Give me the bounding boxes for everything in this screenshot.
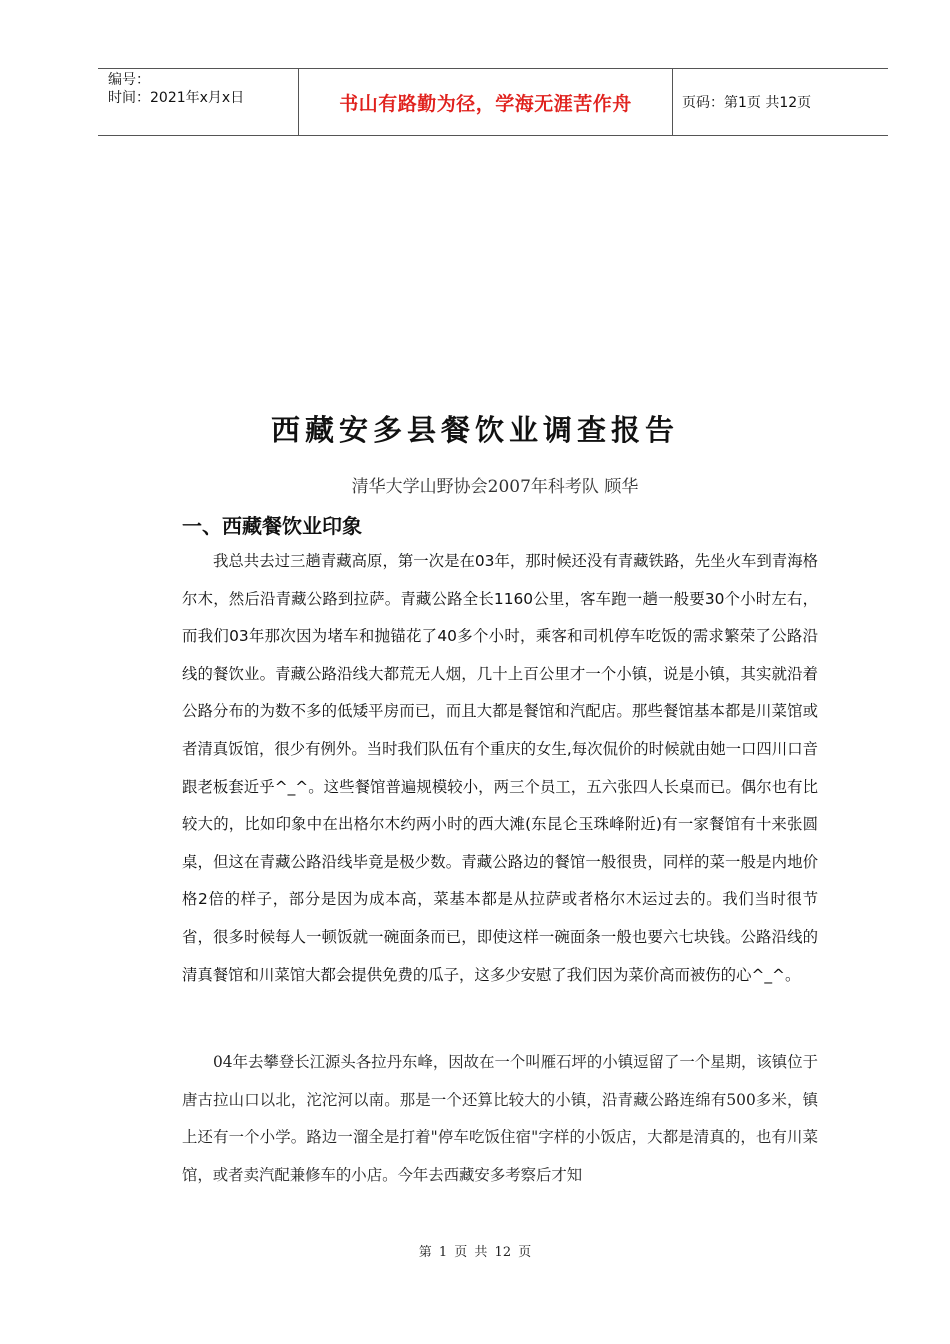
- body-paragraph: 04年去攀登长江源头各拉丹东峰，因故在一个叫雁石坪的小镇逗留了一个星期，该镇位于唐古拉山口以北，沱沱河以南。那是一个还算比较大的小镇，沿青藏公路连绵有500多米，镇上还有一个小学。路边一溜全是打着"停车吃饭住宿"字样的小饭店，大都是清真的，也有川菜馆，或者卖汽配兼修车的小店。今年去西藏安多考察后才知: [182, 1053, 818, 1184]
- header-table: [98, 68, 888, 136]
- header-meta-cell: [98, 69, 299, 135]
- page-info-cell: [673, 69, 888, 135]
- motto-cell: [299, 69, 673, 135]
- page-footer: 第 1 页 共 12 页: [418, 1245, 532, 1260]
- motto-text: 书山有路勤为径，学海无涯苦作舟: [339, 92, 632, 115]
- number-label: 编号：: [108, 72, 150, 88]
- body-paragraph: 我总共去过三趟青藏高原，第一次是在03年，那时候还没有青藏铁路，先坐火车到青海格尔木，然后沿青藏公路到拉萨。青藏公路全长1160公里，客车跑一趟一般要30个小时左右，而我们03年那次因为堵车和抛锚花了40多个小时，乘客和司机停车吃饭的需求繁荣了公路沿线的餐饮业。青藏公路沿线大都荒无人烟，几十上百公里才一个小镇，说是小镇，其实就沿着公路分布的为数不多的低矮平房而已，而且大都是餐馆和汽配店。那些餐馆基本都是川菜馆或者清真饭馆，很少有例外。当时我们队伍有个重庆的女生,每次侃价的时候就由她一口四川口音跟老板套近乎^_^。这些餐馆普遍规模较小，两三个员工，五六张四人长桌而已。偶尔也有比较大的，比如印象中在出格尔木约两小时的西大滩(东昆仑玉珠峰附近)有一家餐馆有十来张圆桌，但这在青藏公路沿线毕竟是极少数。青藏公路边的餐馆一般很贵，同样的菜一般是内地价格2倍的样子，部分是因为成本高，菜基本都是从拉萨或者格尔木运过去的。我们当时很节省，很多时候每人一顿饭就一碗面条而已，即使这样一碗面条一般也要六七块钱。公路沿线的清真餐馆和川菜馆大都会提供免费的瓜子，这多少安慰了我们因为菜价高而被伤的心^_^。: [182, 552, 818, 984]
- document-title: 西藏安多县餐饮业调查报告: [270, 413, 679, 447]
- page-info-text: 页码：第1页 共12页: [682, 95, 812, 111]
- document-subtitle: 清华大学山野协会2007年科考队 顾华: [351, 477, 639, 497]
- section-heading: 一、西藏餐饮业印象: [182, 514, 362, 538]
- time-label: 时间：2021年x月x日: [108, 90, 245, 106]
